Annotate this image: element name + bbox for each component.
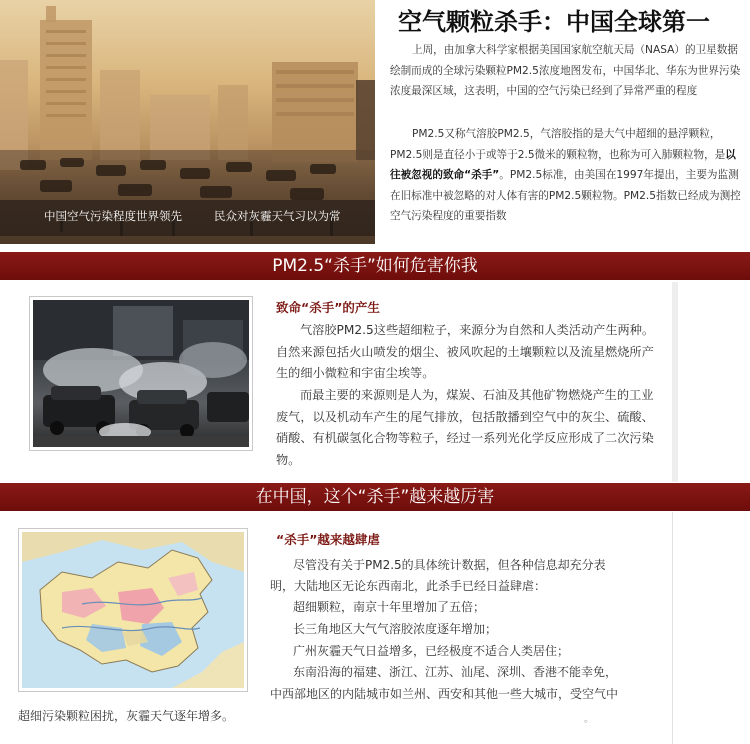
section1-heading: 致命“杀手”的产生	[276, 300, 380, 315]
hero-text-block	[390, 0, 745, 244]
section2-heading: “杀手”越来越肆虐	[276, 532, 380, 547]
panel-shadow	[672, 282, 678, 482]
page-title: 空气颗粒杀手：中国全球第一	[398, 7, 710, 36]
china-pollution-map	[22, 532, 244, 688]
traffic-exhaust-illustration	[33, 300, 249, 447]
china-pollution-map-frame	[18, 528, 248, 692]
china-map-illustration	[22, 532, 244, 688]
section2-line-5: 广州灰霾天气日益增多，已经极度不适合人类居住；	[293, 644, 570, 658]
trailing-dot: 。	[584, 714, 594, 725]
section2-line-4: 长三角地区大气气溶胶浓度逐年增加；	[293, 622, 498, 636]
hero-paragraph-1: 上周，由加拿大科学家根据美国国家航空航天局（NASA）的卫星数据绘制而成的全球污染颗粒PM2.5浓度地图发布，中国华北、华东为世界污染浓度最深区域，这表明，中国的空气污染已经到了异常严重的程度	[390, 44, 741, 97]
section2-line-3: 超细颗粒，南京十年里增加了五倍；	[293, 600, 486, 614]
section2-line-1: 尽管没有关于PM2.5的具体统计数据，但各种信息却充分表	[293, 558, 606, 572]
section-banner-harm	[0, 252, 750, 280]
section-banner-china	[0, 483, 750, 511]
hero-caption-left: 中国空气污染程度世界领先	[44, 209, 182, 223]
hero-paragraph-2-part-b: 。PM2.5标准，由美国在1997年提出，主要为监测在旧标准中被忽略的对人体有害的PM2.5颗粒物。PM2.5指数已经成为测控空气污染程度的重要指数	[390, 169, 741, 222]
hero-paragraph-2-part-a: PM2.5又称气溶胶PM2.5，气溶胶指的是大气中超细的悬浮颗粒，PM2.5则是直径小于或等于2.5微米的颗粒物，也称为可入肺颗粒物，是	[390, 128, 726, 161]
section1-paragraph-1: 气溶胶PM2.5这些超细粒子，来源分为自然和人类活动产生两种。自然来源包括火山喷发的烟尘、被风吹起的土壤颗粒以及流星燃烧所产生的细小微粒和宇宙尘埃等。	[276, 323, 655, 380]
section2-line-7: 中西部地区的内陆城市如兰州、西安和其他一些大城市，受空气中	[270, 687, 619, 701]
hero-caption-right: 民众对灰霾天气习以为常	[214, 209, 341, 223]
hero-paragraph-2-bold: 以往被忽视的致命“杀手”	[390, 148, 736, 181]
section2-line-8: 超细污染颗粒困扰，灰霾天气逐年增多。	[18, 709, 235, 723]
traffic-exhaust-photo	[33, 300, 249, 447]
section-banner-harm-text: PM2.5“杀手”如何危害你我	[272, 256, 478, 276]
hero-paragraph-2	[390, 124, 745, 227]
section2-line-2: 明，大陆地区无论东西南北，此杀手已经日益肆虐：	[270, 579, 547, 593]
section-banner-china-text: 在中国，这个“杀手”越来越厉害	[255, 487, 495, 507]
hero-section	[0, 0, 750, 244]
section1-paragraph-2: 而最主要的来源则是人为，煤炭、石油及其他矿物燃烧产生的工业废气，以及机动车产生的尾气排放，包括散播到空气中的灰尘、硫酸、硝酸、有机碳氢化合物等粒子，经过一系列光化学反应形成了二次污染物。	[276, 388, 654, 467]
traffic-exhaust-photo-frame	[29, 296, 253, 451]
section2-line-6: 东南沿海的福建、浙江、江苏、汕尾、深圳、香港不能幸免，	[293, 665, 618, 679]
divider-line	[672, 512, 673, 744]
